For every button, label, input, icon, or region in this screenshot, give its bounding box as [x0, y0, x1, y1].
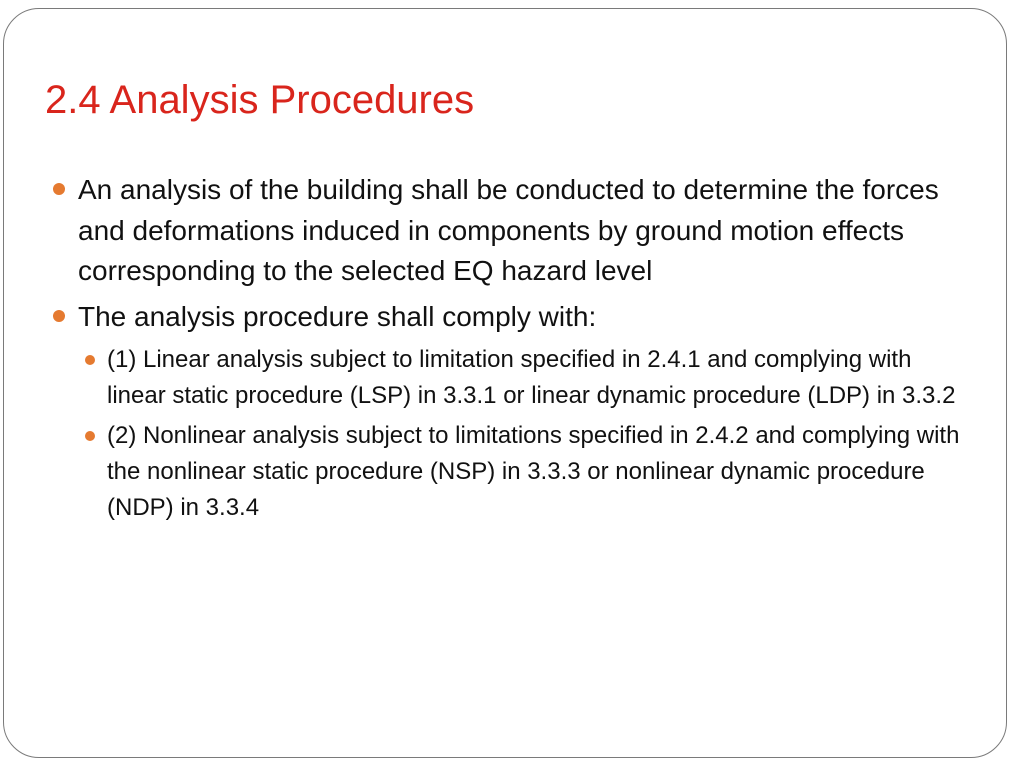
bullet-item — [78, 297, 978, 338]
sub-bullet-item — [107, 342, 967, 414]
sub-bullet-item — [107, 418, 967, 526]
sub-bullet-dot-icon — [85, 431, 95, 441]
slide-content — [0, 170, 1024, 530]
sub-bullet-dot-icon — [85, 355, 95, 365]
sub-bullet-text: (1) Linear analysis subject to limitation specified in 2.4.1 and complying with linear static procedure (LSP) in 3.3.1 or linear dynamic procedure (LDP) in 3.3.2 — [107, 346, 956, 409]
bullet-dot-icon — [53, 183, 65, 195]
bullet-dot-icon — [53, 310, 65, 322]
bullet-text: The analysis procedure shall comply with: — [78, 300, 597, 332]
sub-bullet-text: (2) Nonlinear analysis subject to limitations specified in 2.4.2 and complying with the nonlinear static procedure (NSP) in 3.3.3 or nonlinear dynamic procedure (NDP) in 3.3.4 — [107, 422, 960, 521]
bullet-item — [78, 170, 978, 292]
bullet-text: An analysis of the building shall be conducted to determine the forces and deformations induced in components by ground motion effects corresponding to the selected EQ hazard level — [78, 174, 939, 286]
slide-title: 2.4 Analysis Procedures — [45, 78, 475, 122]
